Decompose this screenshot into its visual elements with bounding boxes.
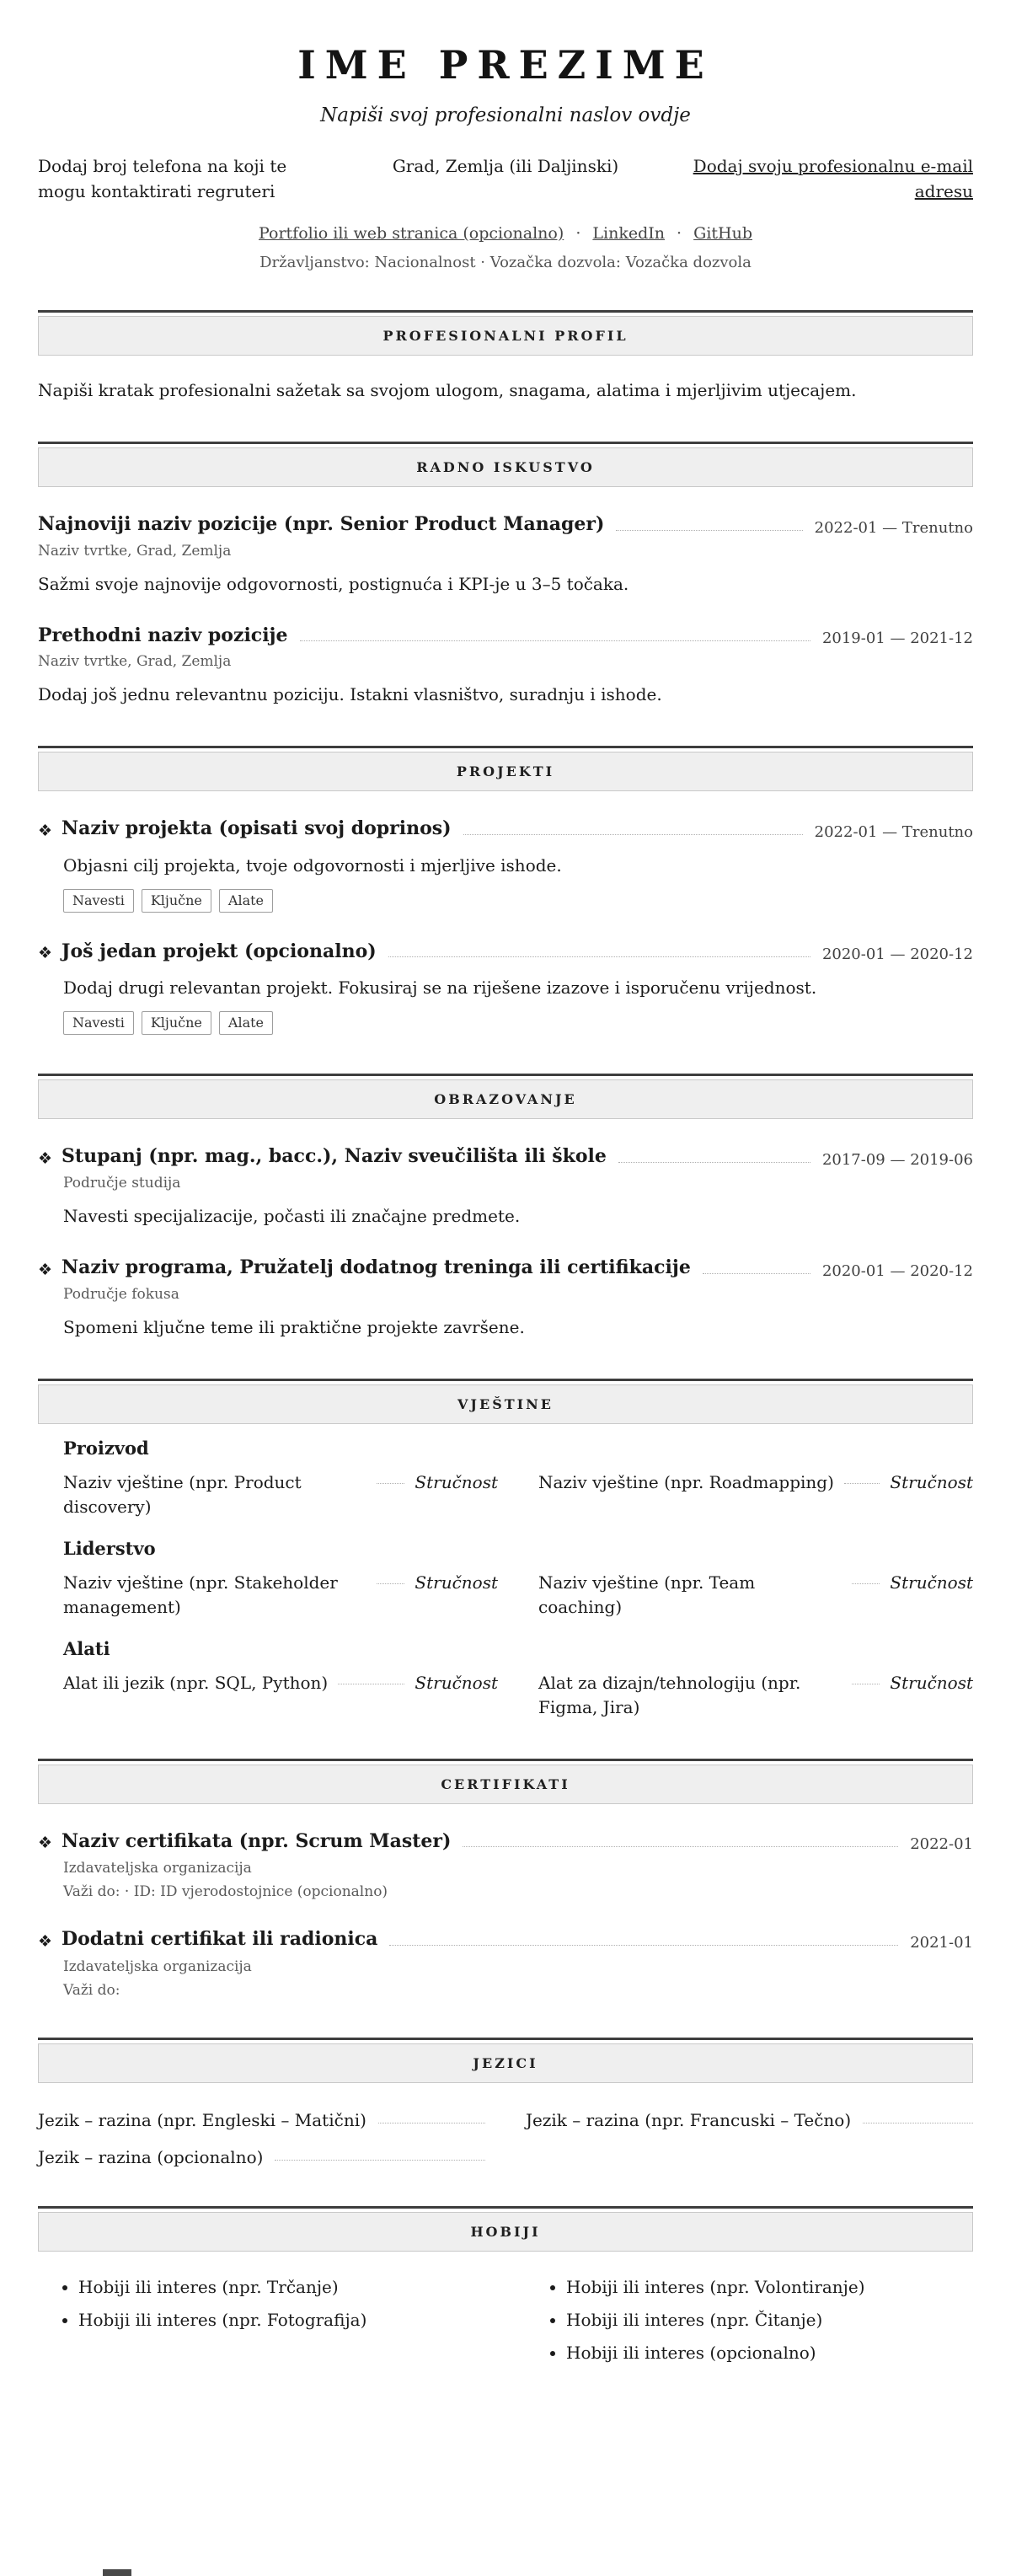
section-title: PROJEKTI [456, 763, 555, 780]
projects-list [38, 817, 973, 1035]
skill-category: Liderstvo [63, 1537, 156, 1559]
section-hobbies [38, 2206, 973, 2374]
section-experience [38, 442, 973, 707]
language-item [526, 2110, 973, 2130]
skill-name: Naziv vještine (npr. Roadmapping) [538, 1471, 834, 1492]
job-entry [38, 624, 973, 708]
section-rule [38, 2206, 973, 2209]
skill-row [63, 1671, 498, 1720]
section-education [38, 1074, 973, 1339]
skill-level: Stručnost [890, 1672, 973, 1693]
section-skills [38, 1379, 973, 1720]
job-title: Najnoviji naziv pozicije (npr. Senior Product Manager) [38, 513, 605, 535]
job-title-row [38, 512, 973, 537]
languages-list [38, 2110, 973, 2167]
section-title: PROFESIONALNI PROFIL [382, 328, 629, 344]
dotted-leader [463, 834, 803, 835]
section-title: JEZICI [473, 2054, 538, 2071]
hobby-item: • Hobiji ili interes (npr. Trčanje) [78, 2275, 485, 2299]
job-title-row [38, 624, 973, 648]
skill-row [63, 1571, 498, 1620]
section-profile [38, 310, 973, 403]
section-header-hobbies [38, 2212, 973, 2252]
skill-name: Naziv vještine (npr. Product discovery) [63, 1471, 302, 1517]
project-tags [38, 889, 973, 913]
skill-group-leadership [63, 1538, 973, 1620]
skill-name: Naziv vještine (npr. Stakeholder management) [63, 1572, 338, 1617]
diamond-bullet-icon: ❖ [38, 821, 53, 840]
tag-chip: Alate [219, 889, 273, 913]
skill-name: Naziv vještine (npr. Team coaching) [538, 1572, 756, 1617]
section-rule [38, 442, 973, 444]
job-entry [38, 512, 973, 597]
job-dates: 2019-01 — 2021-12 [821, 629, 973, 648]
project-description: Dodaj drugi relevantan projekt. Fokusiraj se na riješene izazove i isporučenu vrijednost. [63, 977, 817, 999]
education-description: Navesti specijalizacije, počasti ili značajne predmete. [63, 1205, 521, 1226]
skill-level: Stručnost [415, 1471, 498, 1492]
dotted-leader [863, 2110, 973, 2123]
language-item [38, 2147, 485, 2167]
study-field: Područje studija [63, 1174, 181, 1192]
certificate-validity: Važi do: [63, 1981, 120, 1999]
skills-grid [63, 1571, 973, 1620]
section-header-certificates [38, 1765, 973, 1804]
diamond-bullet-icon: ❖ [38, 1834, 53, 1853]
phone-placeholder: Dodaj broj telefona na koji te mogu kontaktirati regruteri [38, 156, 287, 201]
education-description: Spomeni ključne teme ili praktične projekte završene. [63, 1316, 525, 1337]
skills-grid [63, 1671, 973, 1720]
project-entry [38, 817, 973, 913]
skill-row [538, 1470, 973, 1519]
dotted-leader [377, 1470, 404, 1484]
tag-chip: Navesti [63, 889, 134, 913]
section-header-projects [38, 752, 973, 791]
education-entry [38, 1256, 973, 1340]
tag-chip: Navesti [63, 1011, 134, 1035]
resume-header [38, 42, 973, 271]
section-header-languages [38, 2043, 973, 2083]
education-list [38, 1144, 973, 1339]
skill-level: Stručnost [415, 1672, 498, 1693]
skill-row [538, 1671, 973, 1720]
skill-level: Stručnost [890, 1471, 973, 1492]
degree-title: Stupanj (npr. mag., bacc.), Naziv sveučilišta ili škole [62, 1145, 607, 1168]
skill-name: Alat za dizajn/tehnologiju (npr. Figma, Jira) [538, 1672, 801, 1717]
project-dates: 2022-01 — Trenutno [814, 822, 973, 841]
project-dates: 2020-01 — 2020-12 [821, 945, 973, 964]
section-rule [38, 1379, 973, 1381]
study-field: Područje fokusa [63, 1285, 179, 1303]
section-title: CERTIFIKATI [441, 1775, 570, 1792]
section-header-education [38, 1079, 973, 1119]
diamond-bullet-icon: ❖ [38, 1260, 53, 1279]
hobby-item: • Hobiji ili interes (npr. Volontiranje) [566, 2275, 973, 2299]
hobby-list-left [38, 2275, 485, 2374]
job-company: Naziv tvrtke, Grad, Zemlja [38, 653, 232, 671]
dotted-leader [389, 1945, 898, 1946]
dotted-leader [463, 1846, 898, 1847]
skill-row [63, 1470, 498, 1519]
section-rule [38, 1074, 973, 1076]
certificate-issuer: Izdavateljska organizacija [63, 1860, 252, 1877]
certificates-list [38, 1829, 973, 1999]
certificate-entry [38, 1829, 973, 1901]
diamond-bullet-icon: ❖ [38, 1149, 53, 1168]
cutoff-element-artifact [103, 2569, 131, 2576]
skill-row [538, 1571, 973, 1620]
tag-chip: Ključne [142, 1011, 211, 1035]
project-description: Objasni cilj projekta, tvoje odgovornosti i mjerljive ishode. [63, 854, 562, 876]
section-rule [38, 1759, 973, 1761]
section-header-skills [38, 1384, 973, 1424]
hobby-item: • Hobiji ili interes (npr. Fotografija) [78, 2308, 485, 2332]
section-projects [38, 746, 973, 1035]
education-dates: 2017-09 — 2019-06 [821, 1150, 973, 1169]
job-description: Dodaj još jednu relevantnu poziciju. Istakni vlasništvo, suradnju i ishode. [38, 684, 662, 705]
skill-name: Alat ili jezik (npr. SQL, Python) [63, 1672, 329, 1693]
skill-category: Alati [63, 1637, 110, 1659]
project-title-row [38, 817, 973, 841]
contact-row [38, 153, 973, 204]
dotted-leader [852, 1571, 880, 1584]
degree-title: Naziv programa, Pružatelj dodatnog treninga ili certifikacije [62, 1256, 691, 1278]
education-entry [38, 1144, 973, 1229]
section-title: VJEŠTINE [457, 1395, 554, 1412]
section-title: RADNO ISKUSTVO [416, 459, 595, 475]
education-title-row [38, 1256, 973, 1280]
dotted-leader [844, 1470, 880, 1484]
diamond-bullet-icon: ❖ [38, 1931, 53, 1951]
skill-group-product [63, 1438, 973, 1519]
project-title-row [38, 940, 973, 964]
dotted-leader [388, 956, 810, 957]
section-rule [38, 2038, 973, 2040]
certificate-title: Naziv certifikata (npr. Scrum Master) [62, 1829, 452, 1852]
email-cell [691, 153, 973, 204]
certificate-title-row [38, 1829, 973, 1854]
section-rule [38, 746, 973, 748]
certificate-validity: Važi do: · ID: ID vjerodostojnice (opcionalno) [63, 1883, 388, 1901]
education-title-row [38, 1144, 973, 1169]
dotted-leader [275, 2147, 485, 2161]
project-tags [38, 1011, 973, 1035]
hobbies-list [38, 2275, 973, 2374]
dotted-leader [616, 530, 802, 531]
section-title: HOBIJI [470, 2223, 541, 2240]
separator-dot: · [677, 224, 682, 243]
dotted-leader [703, 1273, 810, 1274]
certificate-title: Dodatni certifikat ili radionica [62, 1928, 378, 1951]
section-rule [38, 310, 973, 313]
project-entry [38, 940, 973, 1036]
full-name: IME PREZIME [297, 42, 714, 88]
linkedin-link[interactable]: LinkedIn [592, 224, 665, 243]
skill-level: Stručnost [415, 1572, 498, 1593]
citizenship-line: Državljanstvo: Nacionalnost · Vozačka dozvola: Vozačka dozvola [259, 254, 752, 271]
tag-chip: Ključne [142, 889, 211, 913]
section-header-profile [38, 316, 973, 356]
hobby-item: • Hobiji ili interes (npr. Čitanje) [566, 2308, 973, 2332]
dotted-leader [378, 2110, 485, 2123]
tag-chip: Alate [219, 1011, 273, 1035]
section-title: OBRAZOVANJE [434, 1091, 577, 1108]
certificate-date: 2022-01 [910, 1835, 973, 1854]
github-link[interactable]: GitHub [693, 224, 752, 243]
job-dates: 2022-01 — Trenutno [814, 518, 973, 537]
links-row [38, 224, 973, 243]
project-title: Naziv projekta (opisati svoj doprinos) [62, 817, 452, 840]
certificate-title-row [38, 1927, 973, 1952]
skills-grid [63, 1470, 973, 1519]
language-label: Jezik – razina (npr. Francuski – Tečno) [526, 2109, 852, 2130]
job-title: Prethodni naziv pozicije [38, 624, 288, 646]
certificate-date: 2021-01 [910, 1933, 973, 1952]
section-header-experience [38, 447, 973, 487]
language-item [38, 2110, 485, 2130]
language-label: Jezik – razina (npr. Engleski – Matični) [38, 2109, 366, 2130]
job-company: Naziv tvrtke, Grad, Zemlja [38, 542, 232, 560]
hobby-item: • Hobiji ili interes (opcionalno) [566, 2341, 973, 2364]
project-title: Još jedan projekt (opcionalno) [62, 940, 377, 962]
section-certificates [38, 1759, 973, 1999]
education-dates: 2020-01 — 2020-12 [821, 1261, 973, 1280]
language-label: Jezik – razina (opcionalno) [38, 2146, 264, 2167]
skill-group-tools [63, 1638, 973, 1720]
experience-list [38, 512, 973, 707]
dotted-leader [338, 1671, 404, 1684]
profile-summary: Napiši kratak profesionalni sažetak sa svojom ulogom, snagama, alatima i mjerljivim utjecajem. [38, 380, 857, 400]
dotted-leader [300, 640, 810, 641]
separator-dot: · [575, 224, 581, 243]
email-link[interactable]: Dodaj svoju profesionalnu e-mail adresu [693, 156, 973, 201]
job-description: Sažmi svoje najnovije odgovornosti, postignuća i KPI-je u 3–5 točaka. [38, 573, 629, 594]
hobby-list-right [526, 2275, 973, 2374]
portfolio-link[interactable]: Portfolio ili web stranica (opcionalno) [258, 224, 564, 243]
diamond-bullet-icon: ❖ [38, 944, 53, 963]
dotted-leader [852, 1671, 880, 1684]
professional-title: Napiši svoj profesionalni naslov ovdje [320, 104, 691, 126]
section-languages [38, 2038, 973, 2167]
certificate-entry [38, 1927, 973, 1999]
skill-level: Stručnost [890, 1572, 973, 1593]
dotted-leader [377, 1571, 404, 1584]
dotted-leader [618, 1162, 810, 1163]
skills-list [38, 1438, 973, 1720]
location-placeholder: Grad, Zemlja (ili Daljinski) [392, 156, 619, 176]
skill-category: Proizvod [63, 1437, 149, 1459]
certificate-issuer: Izdavateljska organizacija [63, 1957, 252, 1975]
